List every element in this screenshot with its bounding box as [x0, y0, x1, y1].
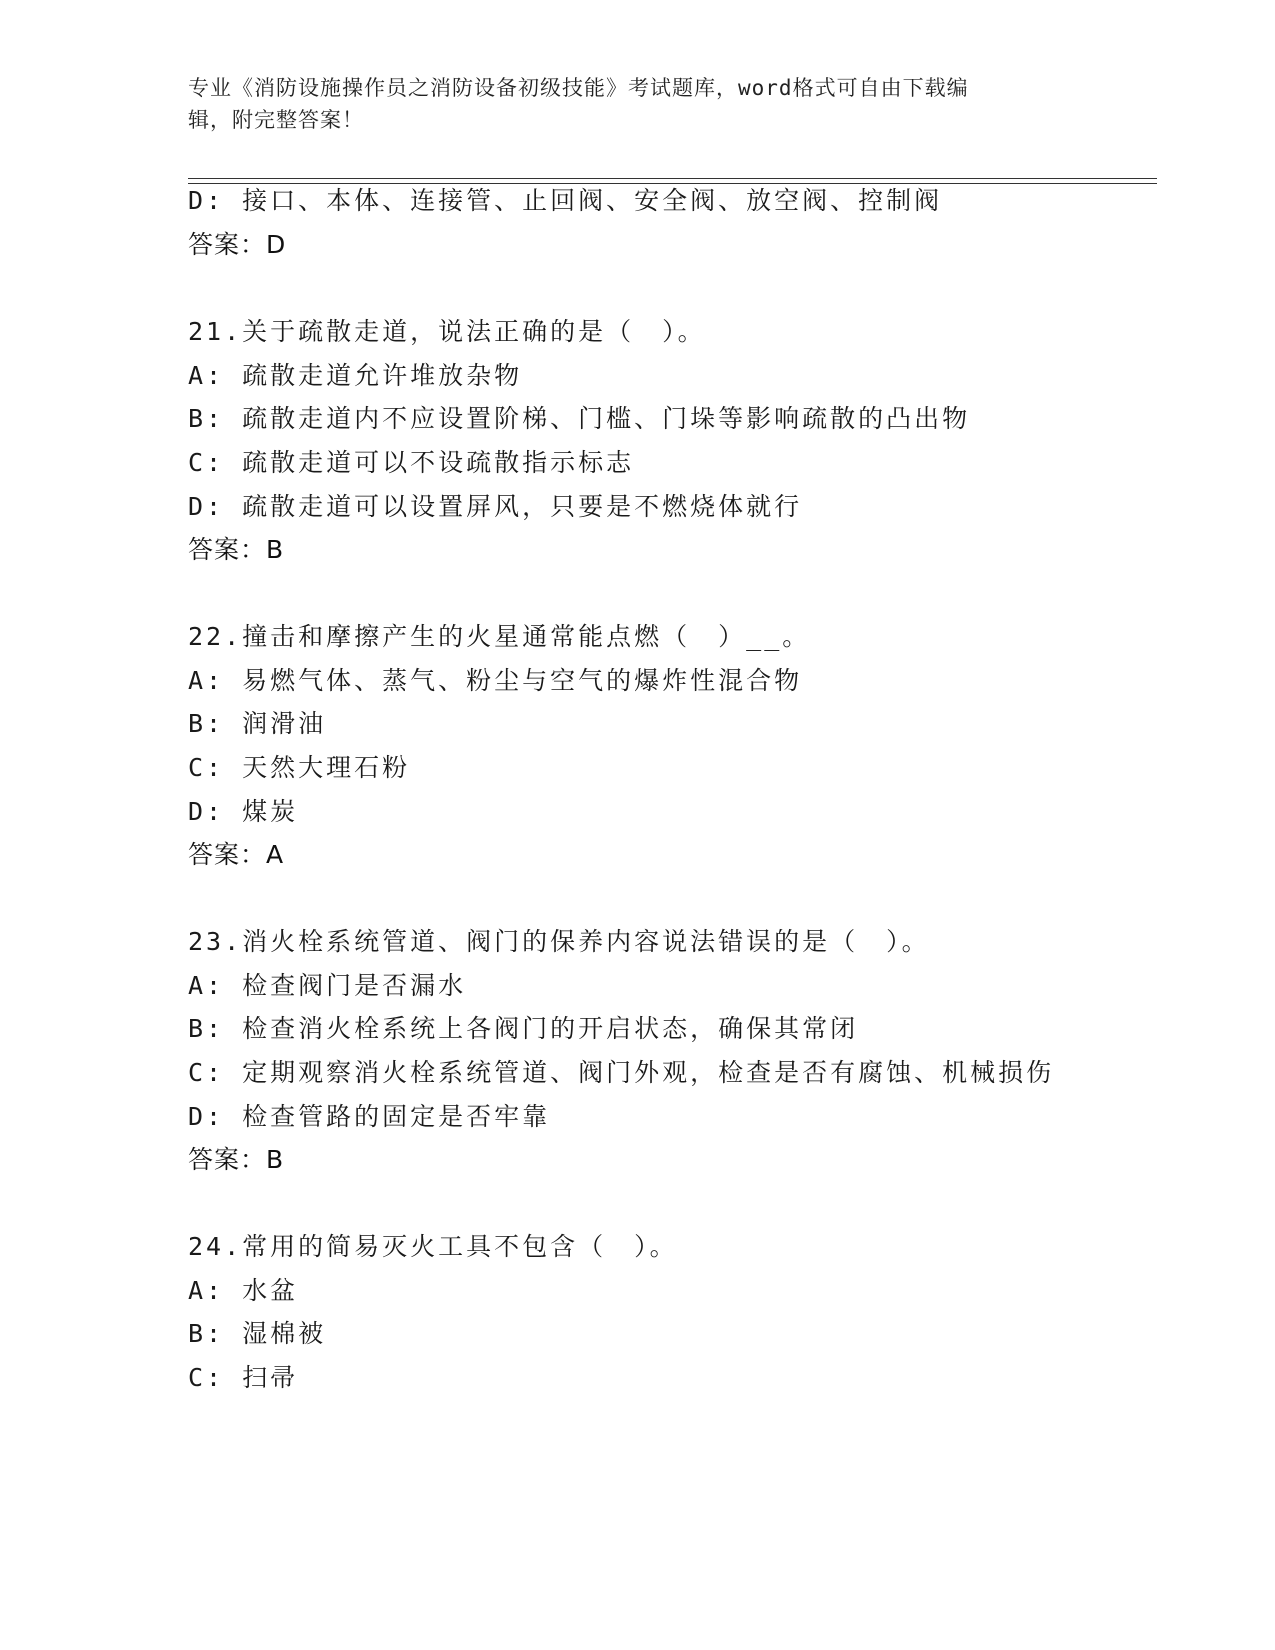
- option-a: A: 疏散走道允许堆放杂物: [188, 361, 523, 390]
- header-line-1: 专业《消防设施操作员之消防设备初级技能》考试题库，word格式可自由下载编: [188, 76, 969, 100]
- option-a: A: 检查阀门是否漏水: [188, 971, 467, 1000]
- option-c: C: 疏散走道可以不设疏散指示标志: [188, 448, 635, 477]
- option-d: D: 检查管路的固定是否牢靠: [188, 1102, 551, 1131]
- option-a: A: 水盆: [188, 1276, 299, 1305]
- prev-question-option-d: D: 接口、本体、连接管、止回阀、安全阀、放空阀、控制阀: [188, 186, 943, 215]
- option-d: D: 疏散走道可以设置屏风，只要是不燃烧体就行: [188, 492, 803, 521]
- answer: 答案：A: [188, 840, 285, 869]
- header-divider-top: [188, 178, 1157, 179]
- option-c: C: 扫帚: [188, 1363, 299, 1392]
- question-stem: 24.常用的简易灭火工具不包含（ ）。: [188, 1232, 678, 1261]
- prev-question-answer: 答案：D: [188, 230, 287, 259]
- answer: 答案：B: [188, 1145, 285, 1174]
- answer: 答案：B: [188, 535, 285, 564]
- option-d: D: 煤炭: [188, 797, 299, 826]
- question-stem: 23.消火栓系统管道、阀门的保养内容说法错误的是（ ）。: [188, 927, 930, 956]
- header-line-2: 辑，附完整答案！: [188, 108, 364, 132]
- option-a: A: 易燃气体、蒸气、粉尘与空气的爆炸性混合物: [188, 666, 803, 695]
- option-b: B: 润滑油: [188, 709, 327, 738]
- option-b: B: 湿棉被: [188, 1319, 327, 1348]
- document-header: [188, 72, 1068, 136]
- option-c: C: 定期观察消火栓系统管道、阀门外观，检查是否有腐蚀、机械损伤: [188, 1058, 1055, 1087]
- option-b: B: 检查消火栓系统上各阀门的开启状态，确保其常闭: [188, 1014, 859, 1043]
- option-c: C: 天然大理石粉: [188, 753, 411, 782]
- question-stem: 21.关于疏散走道，说法正确的是（ ）。: [188, 317, 706, 346]
- question-stem: 22.撞击和摩擦产生的火星通常能点燃（ ）__。: [188, 622, 811, 651]
- option-b: B: 疏散走道内不应设置阶梯、门槛、门垛等影响疏散的凸出物: [188, 404, 971, 433]
